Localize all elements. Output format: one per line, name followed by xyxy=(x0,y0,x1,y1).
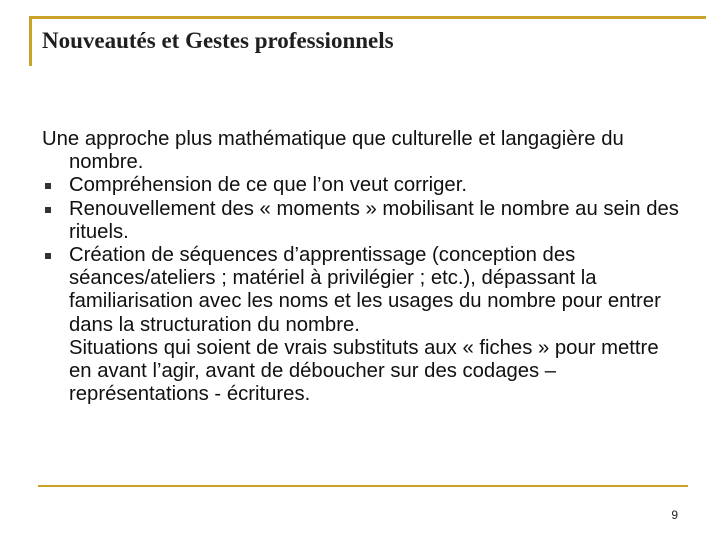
list-item-text: Renouvellement des « moments » mobilisant le nombre au sein des rituels. xyxy=(69,197,679,243)
footer-divider xyxy=(38,485,688,487)
square-bullet-icon xyxy=(45,253,51,259)
square-bullet-icon xyxy=(45,183,51,189)
list-item xyxy=(42,174,682,197)
continuation-text: Situations qui soient de vrais substituts aux « fiches » pour mettre en avant l’agir, avant de déboucher sur des codages – représentations - écritures. xyxy=(69,336,659,406)
list-item xyxy=(42,244,682,337)
slide-title: Nouveautés et Gestes professionnels xyxy=(42,28,394,53)
page-number: 9 xyxy=(671,508,678,522)
intro-text: Une approche plus mathématique que culturelle et langagière du nombre. xyxy=(42,128,624,174)
list-item xyxy=(42,198,682,244)
square-bullet-icon xyxy=(45,207,51,213)
list-item-text: Création de séquences d’apprentissage (conception des séances/ateliers ; matériel à privilégier ; etc.), dépassant la familiarisation avec les noms et les usages du nombre pour entrer dans la structuration du nombre. xyxy=(69,244,661,336)
list-item-text: Compréhension de ce que l’on veut corriger. xyxy=(69,174,467,197)
bullet-list xyxy=(42,174,682,336)
slide-body xyxy=(42,128,682,406)
